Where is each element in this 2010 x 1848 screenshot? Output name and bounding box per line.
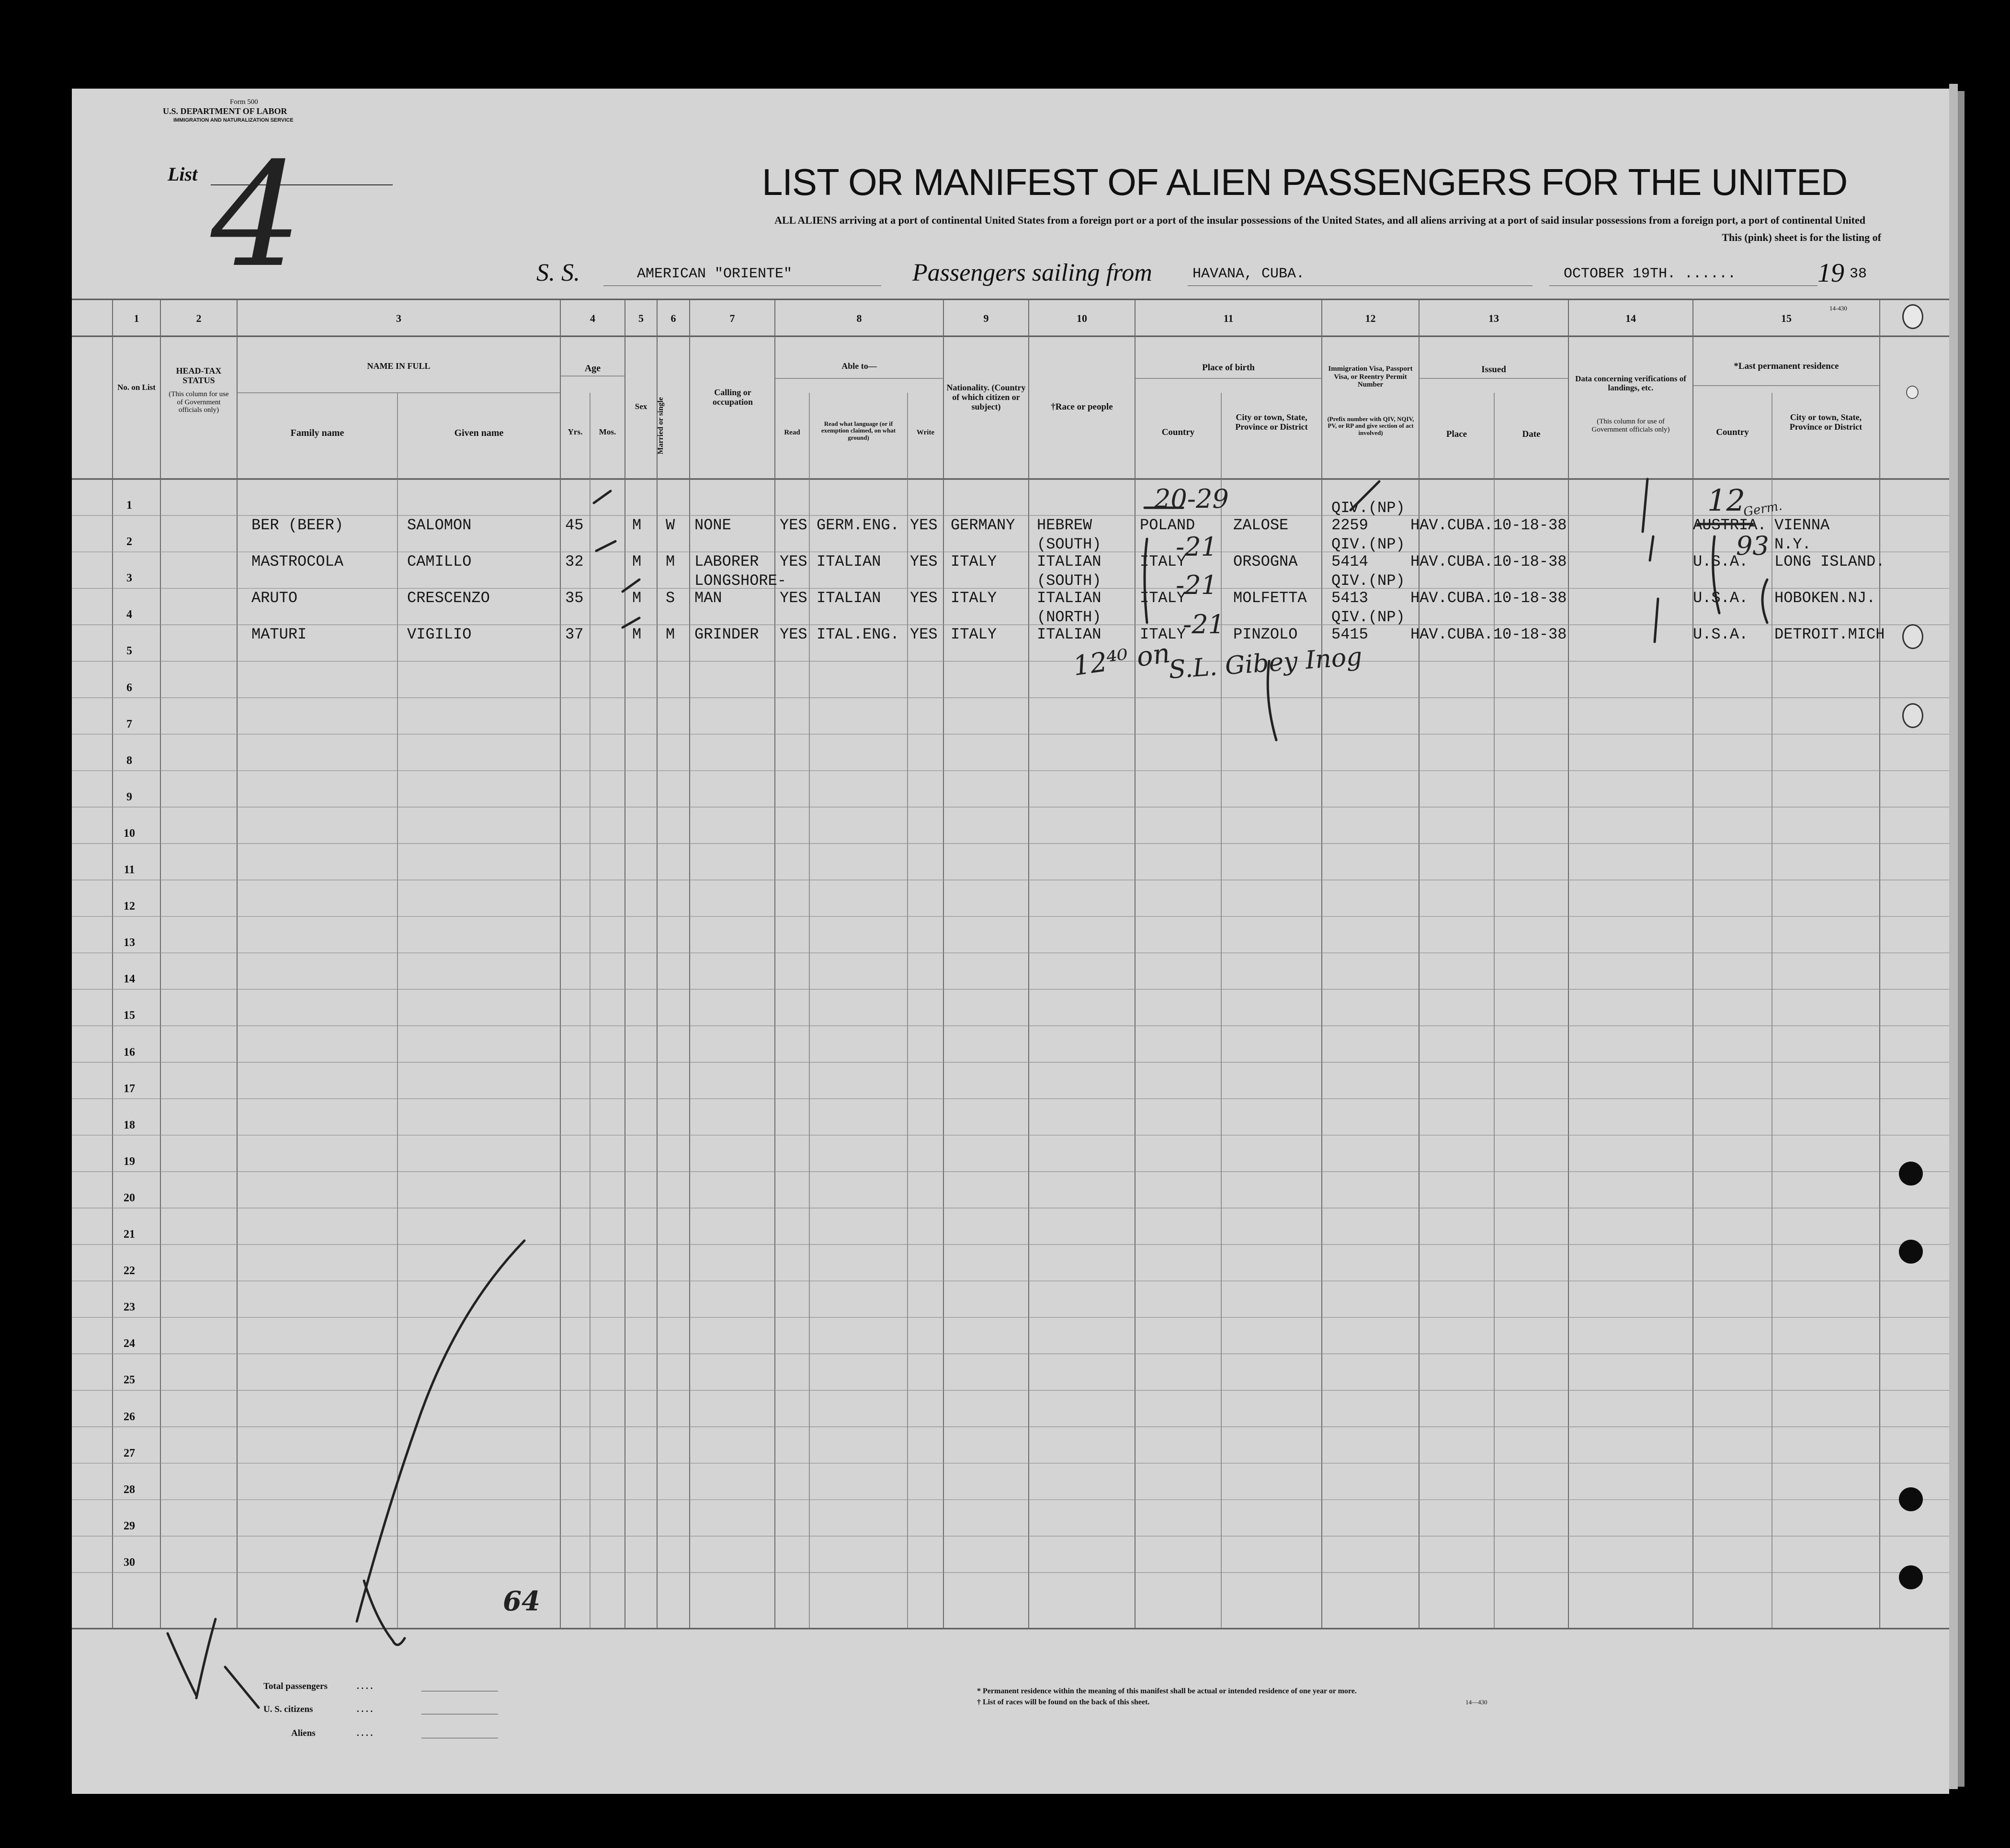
row-number: 27 [124,1447,135,1460]
sailing-date: OCTOBER 19TH. ...... [1564,266,1737,282]
age-years: 35 [565,589,584,607]
res-mark [1762,580,1767,623]
header-res-city: City or town, State, Province or District [1789,412,1862,432]
header-head-tax: HEAD-TAX STATUS [176,366,222,385]
race: ITALIAN [1037,589,1102,607]
header-read-language: Read what language (or if exemption claimed, on what ground) [821,420,896,441]
header-calling: Calling or occupation [712,388,753,407]
col-num-3: 3 [396,312,401,324]
col-num-4: 4 [590,312,595,324]
can-write: YES [910,626,938,644]
x-mark-stroke-2 [196,1619,216,1698]
list-label: List [168,163,198,185]
nationality: ITALY [951,589,997,607]
header-age-mos: Mos. [599,427,616,436]
race-region: (SOUTH) [1037,572,1102,590]
birth-country: POLAND [1140,516,1195,534]
visa-type: QIV.(NP) [1331,608,1405,627]
row-number: 26 [124,1410,135,1423]
birth-city: ORSOGNA [1233,553,1298,571]
large-checkmark-left-stroke [364,1581,405,1645]
header-race: †Race or people [1051,402,1113,412]
handwritten-birth-code-4: -21 [1183,609,1225,639]
footer-total-label: Total passengers [263,1681,328,1691]
row-number: 21 [124,1228,135,1241]
header-issued: Issued [1481,365,1506,375]
col-num-5: 5 [638,312,644,324]
footer-citizens-label: U. S. citizens [263,1704,313,1714]
large-checkmark-right-stroke [357,1241,524,1621]
issued-place-date: HAV.CUBA.10-18-38 [1410,516,1567,534]
row-number: 11 [124,864,135,876]
header-last-residence: *Last permanent residence [1734,361,1839,371]
row-number: 25 [124,1374,135,1387]
birth-country: ITALY [1140,589,1186,607]
handwritten-birth-code-3: -21 [1176,570,1217,600]
data-mark-1 [1643,479,1647,532]
data-mark-3 [1655,599,1658,642]
row-number: 28 [124,1483,135,1496]
footer-aliens-dots: . . . . [357,1728,373,1738]
header-write: Write [916,429,935,436]
row-number: 8 [126,754,132,767]
handwritten-res-code-2: 93 [1736,531,1769,561]
sex: M [632,516,642,534]
residence-city: HOBOKEN.NJ. [1774,589,1876,607]
age-years: 45 [565,516,584,534]
visa-type: QIV.(NP) [1331,572,1405,590]
birth-country: ITALY [1140,626,1186,644]
age-years: 37 [565,626,584,644]
age-years: 32 [565,553,584,571]
header-sex: Sex [635,402,647,411]
visa-number: 5415 [1331,626,1368,644]
form-number: Form 500 [230,98,258,106]
read-language: ITAL.ENG. [817,626,899,644]
header-age-yrs: Yrs. [568,427,583,436]
visa-number: 5414 [1331,553,1368,571]
row-number: 16 [124,1046,135,1059]
sailing-label: Passengers sailing from [912,259,1152,286]
race-region: (SOUTH) [1037,536,1102,554]
tick-mark-4 [623,618,639,627]
family-name: ARUTO [251,589,298,607]
birth-city: MOLFETTA [1233,589,1307,607]
can-write: YES [910,553,938,571]
header-visa-note: (Prefix number with QIV, NQIV, PV, or RP and give section of act involved) [1327,415,1414,436]
row-number: 10 [124,827,135,840]
can-write: YES [910,516,938,534]
footnote-races: † List of races will be found on the back of this sheet. [977,1698,1150,1706]
header-read: Read [784,429,800,436]
header-res-country: Country [1716,427,1749,437]
visa-number: 5413 [1331,589,1368,607]
birth-city: ZALOSE [1233,516,1289,534]
given-name: SALOMON [407,516,472,534]
residence-city-state: N.Y. [1774,536,1811,554]
list-number-handwritten: 4 [211,132,302,299]
issued-place-date: HAV.CUBA.10-18-38 [1410,589,1567,607]
service-label: IMMIGRATION AND NATURALIZATION SERVICE [173,117,294,123]
header-birth-country: Country [1161,427,1195,437]
occupation: MAN [694,589,722,607]
can-read: YES [780,553,807,571]
race: ITALIAN [1037,626,1102,644]
col-num-8: 8 [856,312,862,324]
col-num-2: 2 [196,312,202,324]
handwritten-page-number: 64 [503,1586,540,1617]
header-place-of-birth: Place of birth [1202,363,1255,373]
header-able-to: Able to— [841,361,877,371]
family-name: MASTROCOLA [251,553,344,571]
row-number: 7 [126,718,132,730]
punch-hole-3 [1899,1487,1923,1511]
punch-hole-4 [1899,1565,1923,1589]
year-prefix: 19 [1817,258,1844,288]
handwritten-res-code-1: 12 [1707,483,1745,518]
year-suffix: 38 [1850,266,1867,282]
nationality: ITALY [951,553,997,571]
binding-hole-1 [1902,304,1923,329]
family-name: MATURI [251,626,307,644]
visa-tick [1351,481,1379,510]
col-num-7: 7 [729,312,735,324]
ship-name: AMERICAN "ORIENTE" [637,266,793,282]
read-language: GERM.ENG. [817,516,899,534]
col-num-11: 11 [1223,312,1234,324]
col-num-6: 6 [670,312,676,324]
footer-aliens-label: Aliens [291,1728,316,1738]
sex: M [632,553,642,571]
res-bracket [1713,536,1719,613]
race: HEBREW [1037,516,1092,534]
row-number: 30 [124,1556,135,1569]
race: ITALIAN [1037,553,1102,571]
row-number: 13 [124,936,135,949]
birth-country: ITALY [1140,553,1186,571]
residence-country: AUSTRIA. [1693,516,1767,534]
family-name: BER (BEER) [251,516,344,534]
handwritten-birth-code-1: 20-29 [1154,484,1229,514]
row-number: 23 [124,1301,135,1314]
can-read: YES [780,516,807,534]
binding-hole-2 [1906,386,1919,399]
col-num-1: 1 [134,312,139,324]
row-number: 6 [126,681,132,694]
x-mark-stroke-1 [168,1633,196,1696]
row-number: 3 [126,572,132,585]
header-married: Married or single [657,397,665,455]
row-number: 1 [126,499,132,512]
visa-type: QIV.(NP) [1331,536,1405,554]
col-num-14: 14 [1625,312,1636,324]
footnote-residence: * Permanent residence within the meaning of this manifest shall be actual or intended residence of one year or more. [977,1687,1357,1695]
marital-status: M [666,553,675,571]
row-number: 2 [126,536,132,548]
can-read: YES [780,589,807,607]
ss-label: S. S. [536,259,580,286]
can-write: YES [910,589,938,607]
occupation-continued: LONGSHORE- [694,572,787,590]
read-language: ITALIAN [817,553,881,571]
handwritten-note-row5: 12⁴⁰ on [1071,638,1172,682]
header-name-in-full: NAME IN FULL [367,361,431,371]
row-number: 17 [124,1082,135,1095]
tick-mark-3 [623,580,639,592]
header-birth-city: City or town, State, Province or District [1235,412,1308,432]
tick-mark-2 [596,541,615,551]
sex: M [632,589,642,607]
header-age: Age [584,363,601,374]
footer-citizens-dots: . . . . [357,1704,373,1714]
sex: M [632,626,642,644]
row-number: 4 [126,608,132,621]
residence-city: LONG ISLAND. [1774,553,1885,571]
binding-hole-3 [1902,624,1923,649]
row-number: 14 [124,973,135,986]
row-number: 19 [124,1155,135,1168]
subtitle-line1: ALL ALIENS arriving at a port of continental United States from a foreign port or a port of the insular possessions of the United States, and all aliens arriving at a port of said insular possessions from a foreign port, a port of continental United [774,214,1865,226]
birth-city: PINZOLO [1233,626,1298,644]
col-num-10: 10 [1077,312,1087,324]
residence-city: VIENNA [1774,516,1830,534]
residence-country: U.S.A. [1693,553,1749,571]
row-number: 12 [124,900,135,913]
row-number: 9 [126,790,132,803]
issued-place-date: HAV.CUBA.10-18-38 [1410,553,1567,571]
given-name: VIGILIO [407,626,472,644]
stray-mark [1268,661,1276,740]
col-num-9: 9 [983,312,989,324]
can-read: YES [780,626,807,644]
data-mark-2 [1650,536,1653,560]
read-language: ITALIAN [817,589,881,607]
punch-hole-2 [1899,1240,1923,1264]
header-nationality: Nationality. (Country of which citizen or subject) [946,383,1026,411]
occupation: LABORER [694,553,759,571]
department-label: U.S. DEPARTMENT OF LABOR [163,106,287,116]
x-mark-stroke-3 [225,1667,259,1708]
header-no-on-list: No. on List [117,383,156,392]
occupation: GRINDER [694,626,759,644]
row-number: 15 [124,1009,135,1022]
row-number: 24 [124,1337,135,1350]
tick-mark-1 [594,491,611,503]
col-num-13: 13 [1488,312,1499,324]
birth-bracket-2 [1145,539,1147,623]
visa-type: QIV.(NP) [1331,499,1405,517]
given-name: CAMILLO [407,553,472,571]
header-data-concerning: Data concerning verifications of landings, etc. [1575,374,1686,392]
handwritten-res-code-1b: Germ. [1742,499,1783,520]
marital-status: S [666,589,675,607]
occupation: NONE [694,516,731,534]
col-num-15: 15 [1781,312,1792,324]
marital-status: M [666,626,675,644]
manifest-title: LIST OR MANIFEST OF ALIEN PASSENGERS FOR THE UNITED [762,161,1848,203]
handwritten-birth-code-2: -21 [1176,532,1217,562]
header-given-name: Given name [454,428,504,438]
nationality: ITALY [951,626,997,644]
punch-hole-1 [1899,1162,1923,1186]
corner-code: 14-430 [1829,305,1847,312]
header-issued-date: Date [1522,429,1541,439]
row-number: 20 [124,1191,135,1204]
row-number: 5 [126,645,132,658]
header-family-name: Family name [290,428,344,438]
residence-city: DETROIT.MICH [1774,626,1885,644]
given-name: CRESCENZO [407,589,490,607]
residence-country: U.S.A. [1693,626,1749,644]
header-visa: Immigration Visa, Passport Visa, or Reentry Permit Number [1328,365,1413,388]
footer-form-code: 14—430 [1465,1699,1488,1706]
visa-number: 2259 [1331,516,1368,534]
header-issued-place: Place [1446,429,1467,439]
handwritten-note-row5b: S.L. Gibey Inog [1168,642,1363,685]
marital-status: W [666,516,675,534]
race-region: (NORTH) [1037,608,1102,627]
header-head-tax-note: (This column for use of Government officials only) [169,390,229,414]
issued-place-date: HAV.CUBA.10-18-38 [1410,626,1567,644]
footer-total-dots: . . . . [357,1681,373,1691]
nationality: GERMANY [951,516,1015,534]
binding-hole-4 [1902,703,1923,728]
row-number: 29 [124,1519,135,1532]
header-data-note: (This column for use of Government officials only) [1591,418,1670,433]
residence-country: U.S.A. [1693,589,1749,607]
subtitle-line2: This (pink) sheet is for the listing of [1722,231,1881,243]
sailing-from: HAVANA, CUBA. [1192,266,1305,282]
col-num-12: 12 [1365,312,1376,324]
row-number: 22 [124,1265,135,1278]
row-number: 18 [124,1118,135,1131]
